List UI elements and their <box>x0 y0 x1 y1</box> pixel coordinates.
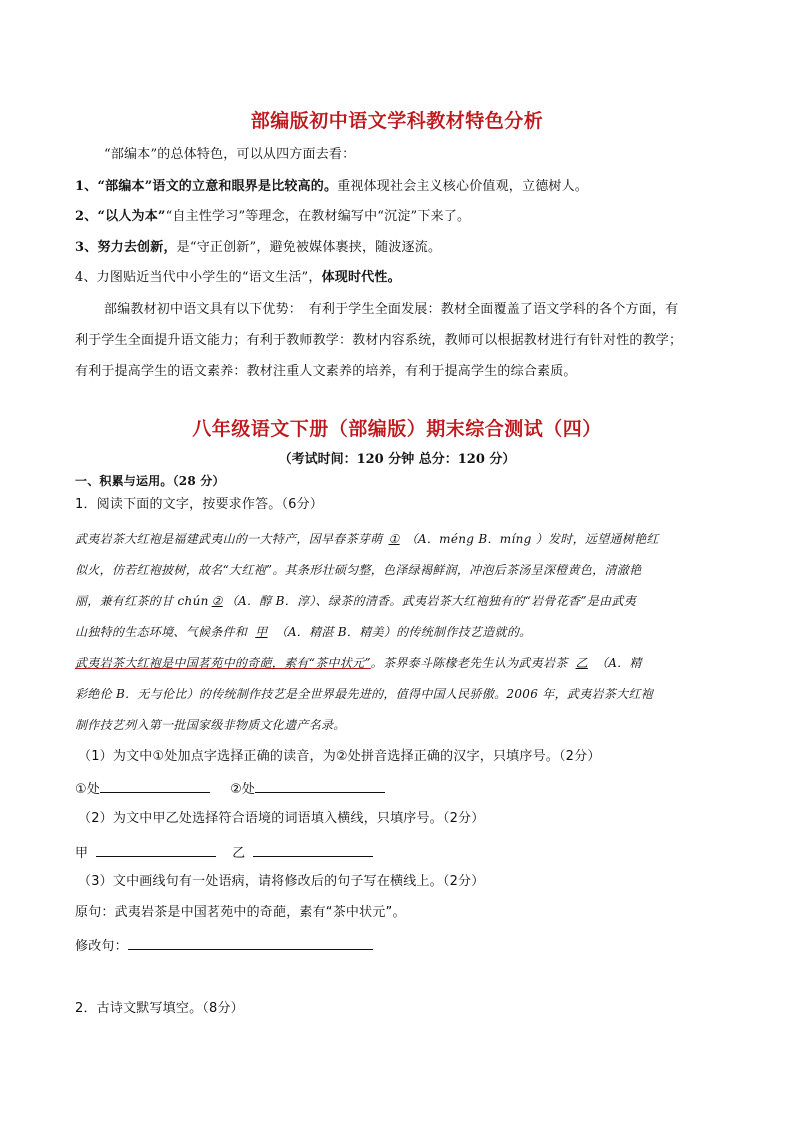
advantages-line-2: 利于学生全面提升语文能力；有利于教师教学：教材内容系统，教师可以根据教材进行有针对性的教学； <box>75 333 683 348</box>
part-1-heading: 一、积累与运用。（28 分） <box>75 474 225 488</box>
exam-title: 八年级语文下册（部编版）期末综合测试（四） <box>192 418 602 440</box>
passage-text: （A．精 <box>595 656 642 670</box>
point-4-first: 4、力图贴近当代中小学生的“语文生活”， <box>75 270 322 285</box>
point-1-bold: 1、“部编本”语文的立意和眼界是比较高的。 <box>75 179 338 194</box>
passage-line-5 <box>75 654 735 672</box>
passage-line-2: 似火，仿若红袍披树，故名“大红袍”。其条形壮硕匀整，色泽绿褐鲜润，冲泡后茶汤呈深橙黄色，清澈艳 <box>75 563 642 577</box>
sub-question-2: （2）为文中甲乙处选择符合语境的词语填入横线，只填序号。（2分） <box>78 811 485 826</box>
revise-blank[interactable] <box>128 935 373 950</box>
advantages-line-3: 有利于提高学生的语文素养：教材注重人文素养的培养，有利于提高学生的综合素质。 <box>75 364 577 379</box>
passage-text: （A．méng B．míng ）发时，远望通树艳红 <box>405 532 659 546</box>
answer-blank-1[interactable] <box>100 778 210 793</box>
answer-label-yi: 乙 <box>232 846 246 861</box>
point-2-bold: 2、“以人为本” <box>75 209 166 224</box>
intro-text: “部编本”的总体特色，可以从四方面去看： <box>104 147 356 162</box>
point-4 <box>75 269 735 287</box>
passage-line-1 <box>75 530 735 548</box>
passage-text: 。茶界泰斗陈椽老先生认为武夷岩茶 <box>370 656 568 670</box>
blank-yi: 乙 <box>575 656 588 670</box>
exam-subtitle: （考试时间：120 分钟 总分：120 分） <box>278 452 516 467</box>
blank-jia: 甲 <box>255 625 268 639</box>
point-3-bold: 3、努力去创新， <box>75 240 177 255</box>
point-1-rest: 重视体现社会主义核心价值观，立德树人。 <box>337 179 589 194</box>
passage-line-4 <box>75 623 735 641</box>
document-title: 部编版初中语文学科教材特色分析 <box>250 110 544 132</box>
passage-text: 丽，兼有红茶的甘 chún <box>75 594 209 608</box>
answer-label-2: ②处 <box>230 782 256 797</box>
question-1-stem: 1．阅读下面的文字，按要求作答。（6分） <box>75 497 324 512</box>
point-2-rest: “自主性学习”等理念，在教材编写中“沉淀”下来了。 <box>165 209 471 224</box>
point-3 <box>75 239 735 257</box>
point-2 <box>75 208 735 226</box>
point-1 <box>75 178 735 196</box>
question-2-stem: 2．古诗文默写填空。（8分） <box>75 1001 244 1016</box>
answer-blank-2[interactable] <box>255 778 385 793</box>
point-4-rest: 体现时代性。 <box>321 270 401 285</box>
passage-text: 山独特的生态环境、气候条件和 <box>75 625 248 639</box>
revise-row <box>75 935 735 956</box>
passage-text: （A．醇 B．淳）、绿茶的清香。武夷岩茶大红袍独有的“岩骨花香”是由武夷 <box>225 594 637 608</box>
passage-line-7: 制作技艺列入第一批国家级非物质文化遗产名录。 <box>75 718 346 732</box>
passage-line-3 <box>75 592 735 610</box>
answer-blank-jia[interactable] <box>96 842 216 857</box>
blank-2: ② <box>211 594 223 608</box>
passage-text: 武夷岩茶大红袍是福建武夷山的一大特产，因早春茶芽萌 <box>75 532 383 546</box>
underlined-sentence: 武夷岩茶大红袍是中国茗苑中的奇葩，素有“茶中状元” <box>75 656 371 670</box>
revise-label: 修改句： <box>75 939 128 954</box>
answer-row-1 <box>75 778 735 799</box>
passage-text: （A．精湛 B．精美）的传统制作技艺造就的。 <box>275 625 532 639</box>
answer-label-1: ①处 <box>75 782 101 797</box>
answer-row-2 <box>75 842 735 863</box>
passage-line-6: 彩绝伦 B．无与伦比）的传统制作技艺是全世界最先进的，值得中国人民骄傲。2006 年，武夷岩茶大红袍 <box>75 687 653 701</box>
answer-blank-yi[interactable] <box>253 842 373 857</box>
original-sentence: 原句：武夷岩茶是中国茗苑中的奇葩，素有“茶中状元”。 <box>75 905 406 920</box>
sub-question-1: （1）为文中①处加点字选择正确的读音，为②处拼音选择正确的汉字，只填序号。（2分） <box>78 749 601 764</box>
answer-label-jia: 甲 <box>75 846 89 861</box>
sub-question-3: （3）文中画线句有一处语病，请将修改后的句子写在横线上。（2分） <box>78 874 485 889</box>
advantages-line-1: 部编教材初中语文具有以下优势： 有利于学生全面发展：教材全面覆盖了语文学科的各个方面，有 <box>104 302 679 317</box>
point-3-rest: 是“守正创新”，避免被媒体裹挟，随波逐流。 <box>176 240 442 255</box>
blank-1: ① <box>388 532 400 546</box>
